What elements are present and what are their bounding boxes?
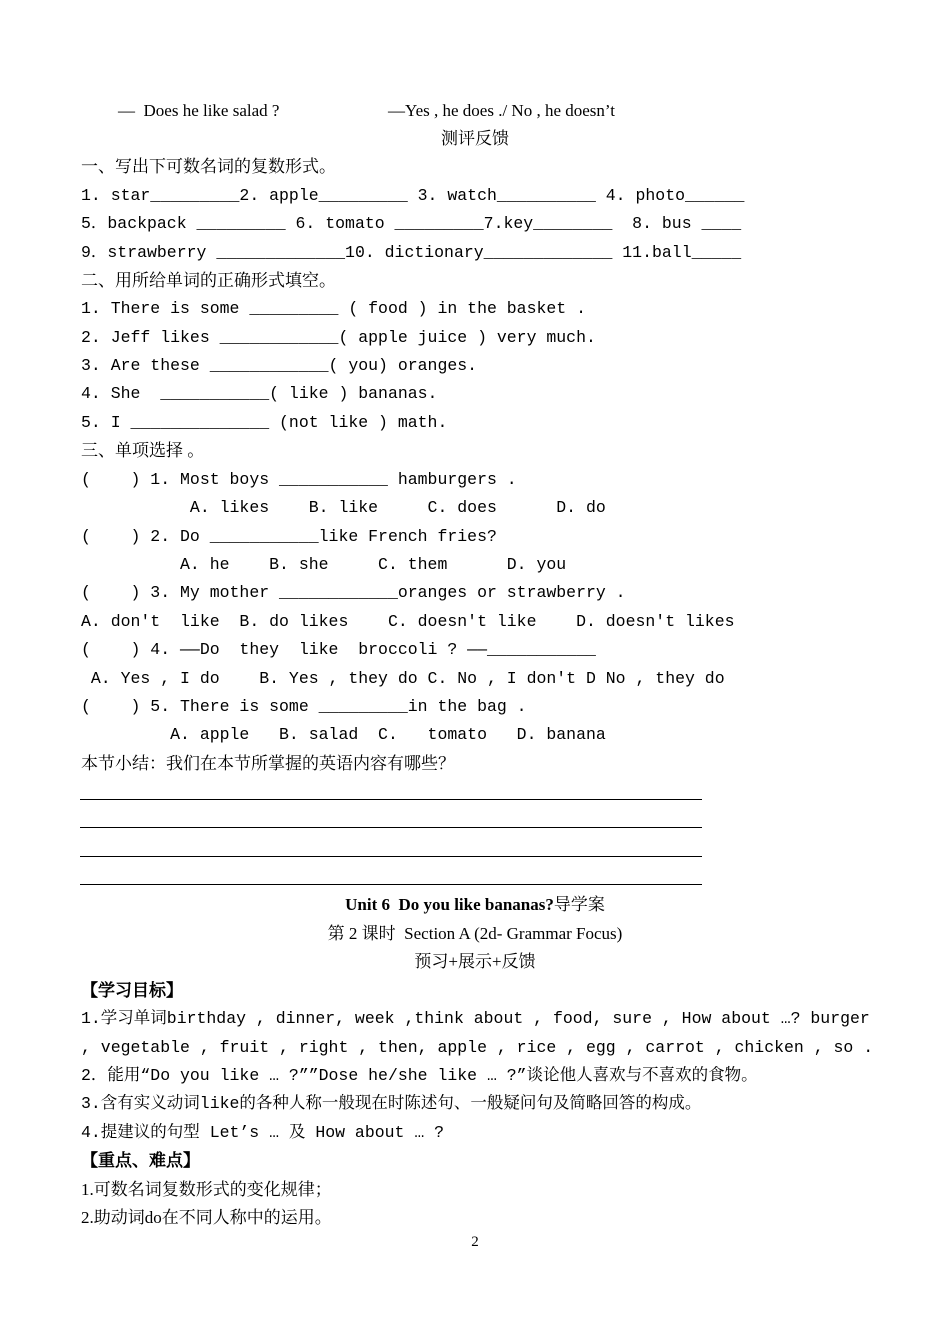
goals-heading: 【学习目标】	[81, 981, 183, 1000]
answer-line	[80, 799, 702, 800]
section1-row: 5．backpack _________ 6. tomato _________7.key________ 8. bus ____	[81, 214, 742, 233]
key-point-line: 2.助动词do在不同人称中的运用。	[81, 1208, 332, 1227]
dialog-question: — Does he like salad ?	[118, 101, 280, 120]
section2-item: 2. Jeff likes ____________( apple juice ) very much.	[81, 328, 596, 347]
page-number: 2	[471, 1234, 479, 1250]
lesson-mode: 预习+展示+反馈	[414, 952, 536, 971]
goal-line: 2．能用“Do you like … ?””Dose he/she like … ?”谈论他人喜欢与不喜欢的食物。	[81, 1066, 758, 1085]
section2-item: 1. There is some _________ ( food ) in the basket .	[81, 299, 586, 318]
unit-title-cn: 导学案	[553, 895, 605, 914]
key-point-line: 1.可数名词复数形式的变化规律；	[81, 1180, 332, 1199]
lesson-title: 第 2 课时 Section A (2d- Grammar Focus)	[327, 924, 623, 943]
section2-item: 5. I ______________ (not like ) math.	[81, 413, 448, 432]
mc-options: A. Yes , I do B. Yes , they do C. No , I don't D No , they do	[81, 669, 725, 688]
mc-options: A. likes B. like C. does D. do	[81, 498, 606, 517]
section1-row: 1. star_________2. apple_________ 3. watch__________ 4. photo______	[81, 186, 745, 205]
mc-options: A. he B. she C. them D. you	[81, 555, 567, 574]
section1-heading: 一、写出下可数名词的复数形式。	[81, 157, 336, 176]
mc-question: ( ) 1. Most boys ___________ hamburgers .	[81, 470, 517, 489]
dialog-answer: —Yes , he does ./ No , he doesn’t	[388, 101, 615, 120]
mc-options: A. apple B. salad C. tomato D. banana	[81, 725, 606, 744]
mc-question: ( ) 2. Do ___________like French fries?	[81, 527, 497, 546]
key-points-heading: 【重点、难点】	[81, 1151, 200, 1170]
section3-heading: 三、单项选择 。	[81, 441, 205, 460]
unit-title-en: Unit 6 Do you like bananas?	[345, 895, 554, 914]
feedback-title: 测评反馈	[441, 129, 509, 148]
section2-item: 4. She ___________( like ) bananas.	[81, 384, 438, 403]
answer-line	[80, 884, 702, 885]
answer-line	[80, 827, 702, 828]
goal-line: 1.学习单词birthday , dinner, week ,think about , food, sure , How about …? burger	[81, 1009, 870, 1028]
summary-prompt: 本节小结：我们在本节所掌握的英语内容有哪些？	[81, 754, 455, 773]
mc-options: A. don't like B. do likes C. doesn't like D. doesn't likes	[81, 612, 735, 631]
goal-line: , vegetable , fruit , right , then, apple , rice , egg , carrot , chicken , so .	[81, 1038, 874, 1057]
mc-question: ( ) 3. My mother ____________oranges or strawberry .	[81, 583, 626, 602]
mc-question: ( ) 5. There is some _________in the bag .	[81, 697, 527, 716]
section2-heading: 二、用所给单词的正确形式填空。	[81, 271, 336, 290]
goal-line: 3.含有实义动词like的各种人称一般现在时陈述句、一般疑问句及简略回答的构成。	[81, 1094, 702, 1113]
section2-item: 3. Are these ____________( you) oranges.	[81, 356, 478, 375]
mc-question: ( ) 4. ——Do they like broccoli ? ——___________	[81, 640, 596, 659]
section1-row: 9．strawberry _____________10. dictionary_____________ 11.ball_____	[81, 243, 742, 262]
goal-line: 4.提建议的句型 Let’s … 及 How about … ?	[81, 1123, 445, 1142]
unit-title	[0, 895, 950, 915]
answer-line	[80, 856, 702, 857]
